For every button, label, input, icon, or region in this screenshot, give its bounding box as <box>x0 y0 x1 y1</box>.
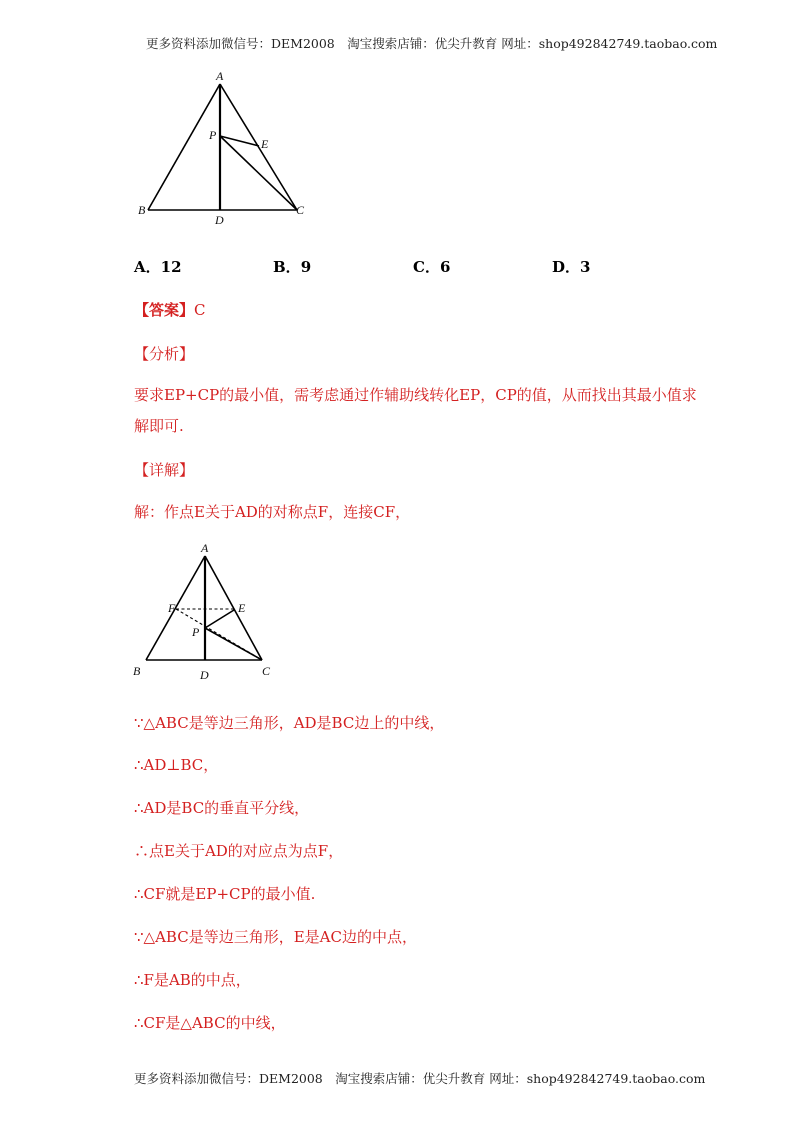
dashed-fc <box>176 609 262 660</box>
detail-step-6: ∵△ABC是等边三角形，E是AC边的中点， <box>134 928 417 946</box>
segment-ab <box>148 84 220 210</box>
option-a: A．12 <box>134 258 182 276</box>
label-c: C <box>262 664 271 678</box>
option-b: B．9 <box>273 258 312 276</box>
label-f: F <box>168 601 176 615</box>
analysis-line-1: 要求EP+CP的最小值，需考虑通过作辅助线转化EP，CP的值，从而找出其最小值求 <box>134 386 697 404</box>
analysis-label: 【分析】 <box>134 345 195 363</box>
detail-intro: 解：作点E关于AD的对称点F，连接CF， <box>134 503 411 521</box>
detail-step-4: ∴点E关于AD的对应点为点F， <box>134 842 344 860</box>
label-a: A <box>216 69 224 83</box>
page-header: 更多资料添加微信号：DEM2008 淘宝搜索店铺：优尖升教育 网址：shop492842749.taobao.com <box>146 36 718 51</box>
label-d: D <box>200 668 209 682</box>
detail-step-2: ∴AD⊥BC， <box>134 756 219 774</box>
analysis-line-2: 解即可. <box>134 417 184 435</box>
label-a: A <box>201 541 209 555</box>
detail-label: 【详解】 <box>134 461 195 479</box>
answer-value: C <box>194 301 206 319</box>
label-e: E <box>238 601 246 615</box>
detail-step-7: ∴F是AB的中点， <box>134 971 251 989</box>
label-b: B <box>138 203 146 217</box>
answer-label: 【答案】 <box>134 301 195 319</box>
detail-step-3: ∴AD是BC的垂直平分线， <box>134 799 310 817</box>
segment-pe <box>205 610 234 628</box>
label-c: C <box>296 203 305 217</box>
answer-line <box>134 299 206 320</box>
label-d: D <box>215 213 224 227</box>
segment-ab <box>146 556 205 660</box>
option-d: D．3 <box>552 258 591 276</box>
label-b: B <box>133 664 141 678</box>
detail-step-8: ∴CF是△ABC的中线， <box>134 1014 286 1032</box>
label-p: P <box>192 625 200 639</box>
label-e: E <box>261 137 269 151</box>
detail-step-5: ∴CF就是EP+CP的最小值. <box>134 885 316 903</box>
label-p: P <box>209 128 217 142</box>
triangle-figure-1 <box>130 68 320 230</box>
page-footer: 更多资料添加微信号：DEM2008 淘宝搜索店铺：优尖升教育 网址：shop492842749.taobao.com <box>134 1071 706 1086</box>
triangle-figure-2 <box>128 540 278 685</box>
detail-step-1: ∵△ABC是等边三角形，AD是BC边上的中线， <box>134 714 445 732</box>
option-c: C．6 <box>413 258 451 276</box>
